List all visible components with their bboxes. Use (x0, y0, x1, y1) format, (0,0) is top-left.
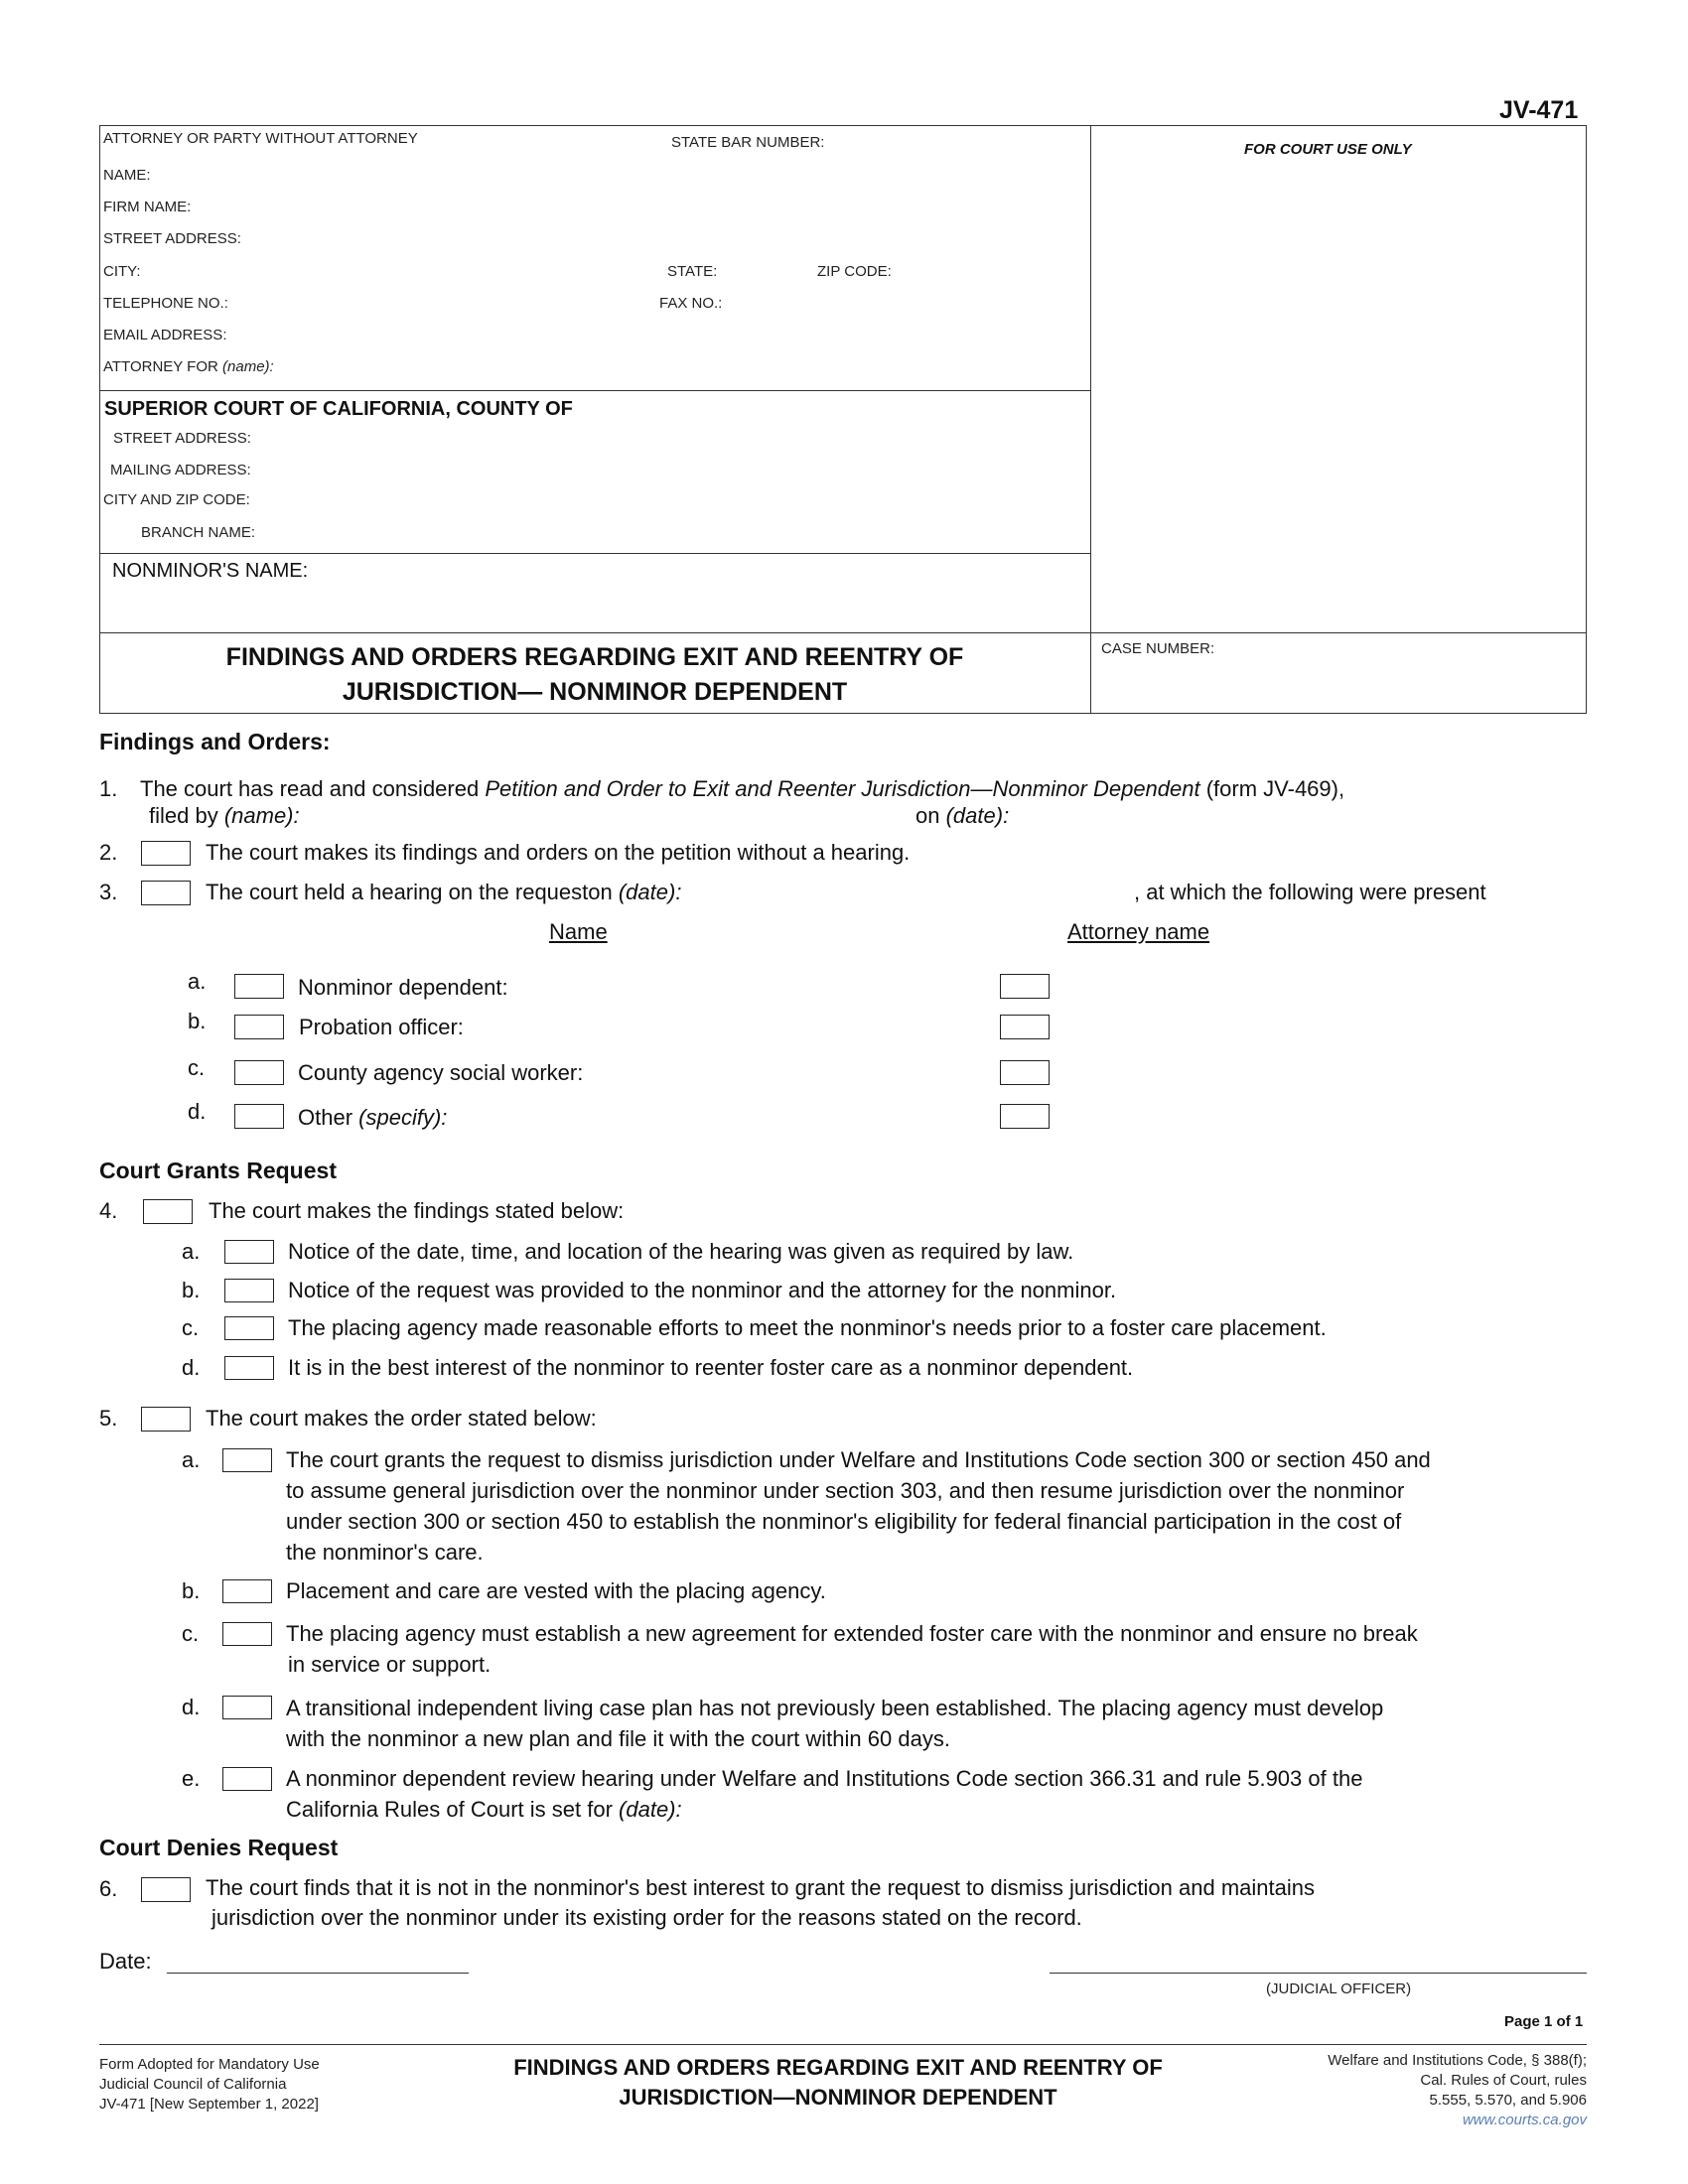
item5e-line1: A nonminor dependent review hearing under Welfare and Institutions Code section 366.31 and rule 5.903 of the (286, 1766, 1363, 1791)
item1-filed-by (149, 803, 300, 829)
item2-checkbox[interactable] (141, 841, 191, 866)
item5b-checkbox[interactable] (222, 1579, 272, 1603)
footer-title-line1: FINDINGS AND ORDERS REGARDING EXIT AND REENTRY OF (513, 2055, 1163, 2080)
item3c-label: County agency social worker: (298, 1060, 584, 1085)
item1-text-b: (form JV-469), (1199, 776, 1345, 801)
item3a-label: Nonminor dependent: (298, 975, 508, 1000)
item6-line2: jurisdiction over the nonminor under its existing order for the reasons stated on the record. (211, 1905, 1082, 1930)
item5d-text (286, 1693, 1383, 1754)
footer-divider (99, 2044, 1587, 2045)
item6-checkbox[interactable] (141, 1877, 191, 1902)
item3c-letter: c. (188, 1055, 206, 1080)
item4a-checkbox[interactable] (224, 1240, 274, 1264)
item5e-letter: e. (182, 1766, 201, 1791)
item4b-letter: b. (182, 1278, 201, 1302)
item3d-letter: d. (188, 1099, 207, 1124)
court-street-label: STREET ADDRESS: (113, 430, 251, 447)
footer-rules-label: Cal. Rules of Court, rules (1420, 2072, 1587, 2089)
item4-checkbox[interactable] (143, 1199, 193, 1224)
nonminor-name-label: NONMINOR'S NAME: (112, 560, 309, 582)
item1-on-date-hint: (date): (945, 803, 1010, 828)
item1-number: 1. (99, 776, 118, 801)
item2-text: The court makes its findings and orders on the petition without a hearing. (206, 840, 911, 865)
court-use-only: FOR COURT USE ONLY (1244, 141, 1412, 158)
case-number-label: CASE NUMBER: (1101, 640, 1215, 657)
item6-number: 6. (99, 1876, 118, 1901)
item3b-checkbox[interactable] (234, 1015, 284, 1039)
footer-rules-numbers: 5.555, 5.570, and 5.906 (1429, 2092, 1587, 2109)
fax-label: FAX NO.: (659, 295, 723, 312)
item5c-letter: c. (182, 1621, 200, 1646)
item1-on-date (915, 803, 1009, 829)
item5a-letter: a. (182, 1447, 201, 1472)
city-label: CITY: (103, 263, 141, 280)
street-address-label: STREET ADDRESS: (103, 230, 241, 247)
item1-on-text: on (915, 803, 946, 828)
item5-text: The court makes the order stated below: (206, 1406, 597, 1431)
item5e-checkbox[interactable] (222, 1767, 272, 1791)
form-number: JV-471 (1499, 96, 1579, 124)
footer-council: Judicial Council of California (99, 2076, 287, 2093)
state-bar-label: STATE BAR NUMBER: (671, 134, 825, 151)
attorney-for-text: ATTORNEY FOR (103, 358, 218, 375)
document-title-line2: JURISDICTION— NONMINOR DEPENDENT (342, 678, 848, 706)
court-cityzip-label: CITY AND ZIP CODE: (103, 491, 250, 508)
item5d-line2: with the nonminor a new plan and file it with the court within 60 days. (286, 1726, 950, 1751)
signature-line[interactable] (1050, 1973, 1587, 1974)
item3a-letter: a. (188, 969, 207, 994)
item4d-text: It is in the best interest of the nonminor to reenter foster care as a nonminor dependent. (288, 1355, 1134, 1380)
court-branch-label: BRANCH NAME: (141, 524, 256, 541)
item6-text (206, 1873, 1315, 1933)
item3-text-main: The court held a hearing on the requeston (206, 880, 619, 904)
item5c-line2: in service or support. (288, 1652, 492, 1677)
item3a-checkbox[interactable] (234, 974, 284, 999)
item3c-attorney-checkbox[interactable] (1000, 1060, 1050, 1085)
firm-name-label: FIRM NAME: (103, 199, 192, 215)
item5d-line1: A transitional independent living case plan has not previously been established. The placing agency must develop (286, 1696, 1384, 1720)
grants-heading: Court Grants Request (99, 1158, 337, 1183)
footer-form-version: JV-471 [New September 1, 2022] (99, 2096, 319, 2113)
item1-filed-by-hint: (name): (223, 803, 300, 828)
footer-title-line2: JURISDICTION—NONMINOR DEPENDENT (619, 2085, 1057, 2110)
item5a-line3: under section 300 or section 450 to establish the nonminor's eligibility for federal financial participation in the cost of (286, 1509, 1402, 1534)
item3-number: 3. (99, 880, 118, 904)
footer-website-link[interactable]: www.courts.ca.gov (1462, 2112, 1587, 2128)
column-attorney-heading: Attorney name (1067, 919, 1210, 944)
zip-code-label: ZIP CODE: (817, 263, 892, 280)
item5e-date-hint: (date): (619, 1797, 682, 1822)
attorney-for-name-hint: (name): (222, 358, 274, 375)
footer-title (437, 2053, 1239, 2113)
item3-date-hint: (date): (618, 880, 682, 904)
item3-tail: , at which the following were present (1134, 880, 1486, 904)
item3d-label-text: Other (298, 1105, 359, 1130)
telephone-label: TELEPHONE NO.: (103, 295, 228, 312)
footer-left (99, 2055, 320, 2115)
date-line[interactable] (167, 1973, 469, 1974)
item3d-attorney-checkbox[interactable] (1000, 1104, 1050, 1129)
judicial-officer-label: (JUDICIAL OFFICER) (1266, 1980, 1412, 1997)
item3-text (206, 880, 681, 905)
court-mailing-label: MAILING ADDRESS: (110, 462, 251, 478)
email-label: EMAIL ADDRESS: (103, 327, 227, 343)
item5c-checkbox[interactable] (222, 1622, 272, 1646)
footer-adopted: Form Adopted for Mandatory Use (99, 2056, 320, 2073)
item4-number: 4. (99, 1198, 118, 1223)
item5d-letter: d. (182, 1695, 201, 1719)
item3c-checkbox[interactable] (234, 1060, 284, 1085)
item1-text (140, 776, 1344, 802)
item4b-text: Notice of the request was provided to the nonminor and the attorney for the nonminor. (288, 1278, 1117, 1302)
document-title-line1: FINDINGS AND ORDERS REGARDING EXIT AND REENTRY OF (225, 643, 964, 671)
item4a-letter: a. (182, 1239, 201, 1264)
page-number: Page 1 of 1 (1504, 2013, 1584, 2030)
state-label: STATE: (667, 263, 718, 280)
item1-form-title: Petition and Order to Exit and Reenter Jurisdiction—Nonminor Dependent (485, 776, 1200, 801)
item3d-checkbox[interactable] (234, 1104, 284, 1129)
footer-statute: Welfare and Institutions Code, § 388(f); (1328, 2052, 1587, 2069)
item5-number: 5. (99, 1406, 118, 1431)
item5e-line2: California Rules of Court is set for (286, 1797, 620, 1822)
item3b-attorney-checkbox[interactable] (1000, 1015, 1050, 1039)
item4a-text: Notice of the date, time, and location of the hearing was given as required by law. (288, 1239, 1074, 1264)
item3d-label (298, 1105, 447, 1131)
item5c-line1: The placing agency must establish a new agreement for extended foster care with the nonminor and ensure no break (286, 1621, 1418, 1646)
item4d-letter: d. (182, 1355, 201, 1380)
item2-number: 2. (99, 840, 118, 865)
item5c-text (286, 1618, 1418, 1680)
item4c-text: The placing agency made reasonable efforts to meet the nonminor's needs prior to a foster care placement. (288, 1315, 1327, 1340)
item3-checkbox[interactable] (141, 881, 191, 905)
findings-heading: Findings and Orders: (99, 729, 331, 754)
item4c-checkbox[interactable] (224, 1316, 274, 1340)
attorney-for-label (103, 358, 274, 375)
name-label: NAME: (103, 167, 151, 184)
court-title: SUPERIOR COURT OF CALIFORNIA, COUNTY OF (104, 398, 573, 420)
item1-filed-by-text: filed by (149, 803, 224, 828)
item5a-line2: to assume general jurisdiction over the nonminor under section 303, and then resume jurisdiction over the nonminor (286, 1478, 1405, 1503)
item3b-letter: b. (188, 1009, 207, 1033)
item1-text-a: The court has read and considered (140, 776, 486, 801)
item5a-line1: The court grants the request to dismiss jurisdiction under Welfare and Institutions Code section 300 or section 450 and (286, 1447, 1431, 1472)
item4c-letter: c. (182, 1315, 200, 1340)
column-name-heading: Name (549, 919, 608, 944)
item5e-text (286, 1763, 1362, 1825)
item5d-checkbox[interactable] (222, 1696, 272, 1719)
item3b-label: Probation officer: (299, 1015, 464, 1039)
item5b-letter: b. (182, 1578, 201, 1603)
item5a-line4: the nonminor's care. (286, 1540, 484, 1565)
item3a-attorney-checkbox[interactable] (1000, 974, 1050, 999)
attorney-header: ATTORNEY OR PARTY WITHOUT ATTORNEY (103, 130, 418, 147)
item5a-text (286, 1444, 1431, 1568)
item4-text: The court makes the findings stated below: (209, 1198, 625, 1223)
item5b-text: Placement and care are vested with the placing agency. (286, 1578, 826, 1603)
item4d-checkbox[interactable] (224, 1356, 274, 1380)
item3d-specify-hint: (specify): (358, 1105, 448, 1130)
denies-heading: Court Denies Request (99, 1835, 339, 1860)
footer-right (1192, 2051, 1587, 2130)
date-label: Date: (99, 1949, 152, 1974)
item4b-checkbox[interactable] (224, 1279, 274, 1302)
item6-line1: The court finds that it is not in the nonminor's best interest to grant the request to dismiss jurisdiction and maintains (206, 1875, 1315, 1900)
document-title (99, 640, 1090, 710)
item5a-checkbox[interactable] (222, 1448, 272, 1472)
item5-checkbox[interactable] (141, 1407, 191, 1432)
